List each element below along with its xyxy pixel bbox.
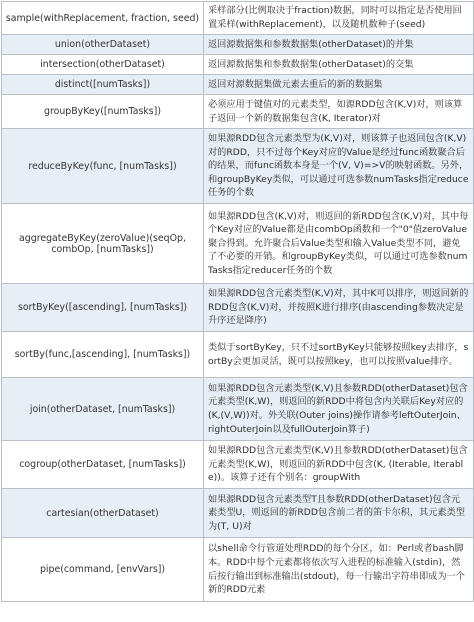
table-row <box>2 204 474 284</box>
table-row <box>2 441 474 489</box>
description-cell: 如果源RDD包含元素类型(K,V)且参数RDD(otherDataset)包含元素类型(K,W)，则返回的新RDD中包含(K, (Iterable, Iterable))。该算子还有个别名：groupWith <box>204 441 474 489</box>
description-cell: 返回源数据集和参数数据集(otherDataset)的交集 <box>204 55 474 75</box>
operator-cell: sample(withReplacement, fraction, seed) <box>2 2 204 35</box>
table-row <box>2 95 474 129</box>
operator-cell: distinct([numTasks]) <box>2 75 204 95</box>
description-cell: 返回对源数据集做元素去重后的新的数据集 <box>204 75 474 95</box>
operator-cell: sortByKey([ascending], [numTasks]) <box>2 284 204 332</box>
description-cell: 如果源RDD包含元素类型(K,V)对，其中K可以排序，则返回新的RDD包含(K,V)对，并按照K进行排序(由ascending参数决定是升序还是降序) <box>204 284 474 332</box>
description-cell: 如果源RDD包含元素类型为(K,V)对，则该算子也返回包含(K,V)对的RDD，只不过每个Key对应的Value是经过func函数聚合后的结果，而func函数本身是一个(V, V)=>V的映射函数。另外，和groupByKey类似，可以通过可选参数numTasks指定reduce任务的个数 <box>204 129 474 204</box>
table-row <box>2 55 474 75</box>
operator-cell: intersection(otherDataset) <box>2 55 204 75</box>
table-row <box>2 332 474 378</box>
operator-cell: cartesian(otherDataset) <box>2 489 204 538</box>
table-row <box>2 378 474 441</box>
table-row <box>2 284 474 332</box>
rdd-transformation-table <box>1 1 474 602</box>
description-cell: 如果源RDD包含元素类型T且参数RDD(otherDataset)包含元素类型U，则返回的新RDD包含前二者的笛卡尔积，其元素类型为(T, U)对 <box>204 489 474 538</box>
table-row <box>2 129 474 204</box>
description-cell: 如果源RDD包含元素类型(K,V)且参数RDD(otherDataset)包含元素类型(K,W)，则返回的新RDD中将包含内关联后Key对应的(K,(V,W))对。外关联(Outer joins)操作请参考leftOuterJoin、rightOuterJoin以及fullOuterJoin算子) <box>204 378 474 441</box>
description-cell: 类似于sortByKey，只不过sortByKey只能够按照key去排序，sortBy会更加灵活，既可以按照key，也可以按照value排序。 <box>204 332 474 378</box>
table-row <box>2 489 474 538</box>
operator-cell: sortBy(func,[ascending], [numTasks]) <box>2 332 204 378</box>
description-cell: 返回源数据集和参数数据集(otherDataset)的并集 <box>204 35 474 55</box>
description-cell: 如果源RDD包含(K,V)对，则返回的新RDD包含(K,V)对，其中每个Key对应的Value都是由combOp函数和一个"0"值zeroValue聚合得到。允许聚合后Value类型和输入Value类型不同，避免了不必要的开销。和groupByKey类似，可以通过可选参数numTasks指定reducer任务的个数 <box>204 204 474 284</box>
operator-cell: aggregateByKey(zeroValue)(seqOp, combOp, [numTasks]) <box>2 204 204 284</box>
description-cell: 必须应用于键值对的元素类型，如源RDD包含(K,V)对，则该算子返回一个新的数据集包含(K, Iterator)对 <box>204 95 474 129</box>
operator-cell: groupByKey([numTasks]) <box>2 95 204 129</box>
table-row <box>2 75 474 95</box>
operator-cell: reduceByKey(func, [numTasks]) <box>2 129 204 204</box>
description-cell: 采样部分(比例取决于fraction)数据，同时可以指定是否使用回置采样(withReplacement)，以及随机数种子(seed) <box>204 2 474 35</box>
operator-cell: pipe(command, [envVars]) <box>2 538 204 602</box>
operator-cell: join(otherDataset, [numTasks]) <box>2 378 204 441</box>
description-cell: 以shell命令行管道处理RDD的每个分区，如：Perl或者bash脚本。RDD中每个元素都将依次写入进程的标准输入(stdin)，然后按行输出到标准输出(stdout)，每一行输出字符串即成为一个新的RDD元素 <box>204 538 474 602</box>
table-row <box>2 35 474 55</box>
operator-cell: cogroup(otherDataset, [numTasks]) <box>2 441 204 489</box>
operator-cell: union(otherDataset) <box>2 35 204 55</box>
table-row <box>2 2 474 35</box>
table-row <box>2 538 474 602</box>
